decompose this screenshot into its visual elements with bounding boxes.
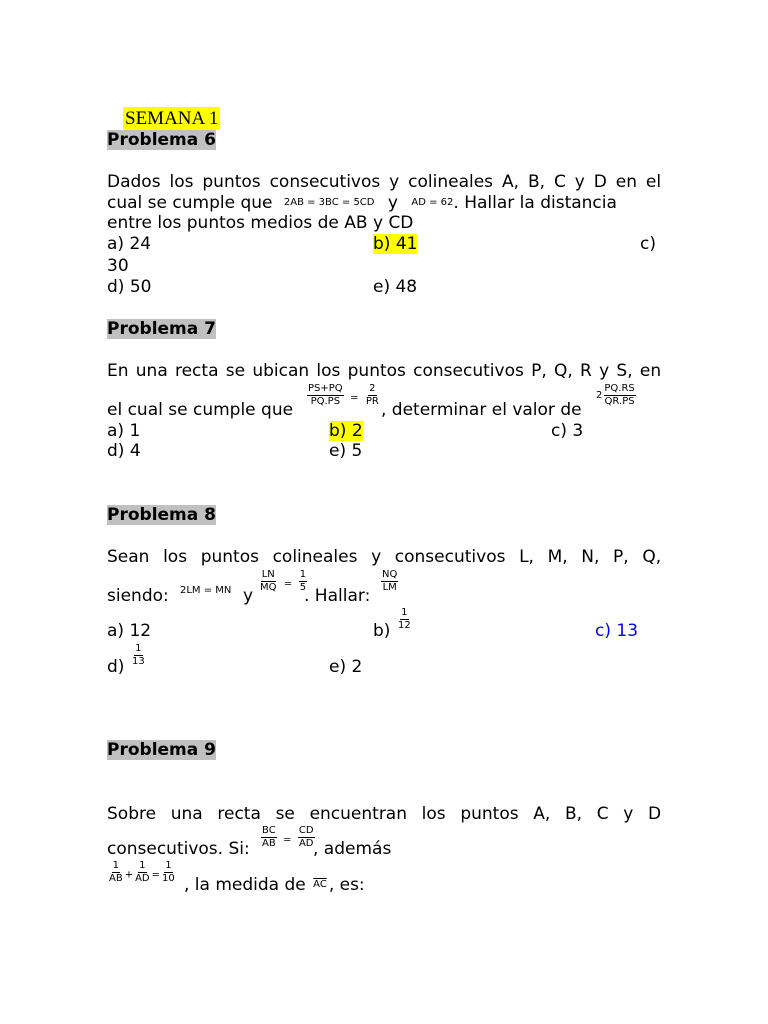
problem-9-line-2-text: consecutivos. Si: — [107, 839, 250, 859]
problem-6-line-1: Dados los puntos consecutivos y colineales A, B, C y D en el — [107, 172, 662, 192]
problem-8-option-b: b) — [373, 621, 391, 641]
equation-2ab-3bc-5cd: 2AB = 3BC = 5CD — [283, 197, 375, 208]
problem-8-title: Problema 8 — [107, 505, 216, 525]
problem-8-hallar: . Hallar: — [304, 586, 371, 606]
problem-9-reciprocal-equation: $\frac{1}{AB}$ + $\frac{1}{AD}$ = $\frac{1}{10}$ — [109, 860, 175, 884]
problem-7-line-2-text: el cual se cumple que — [107, 400, 294, 420]
problem-6-option-d: d) 50 — [107, 277, 152, 297]
problem-8-option-b-fraction: $\frac{1}{12}$ — [398, 607, 411, 631]
problem-8-option-a: a) 12 — [107, 621, 152, 641]
problem-7-line-1: En una recta se ubican los puntos consecutivos P, Q, R y S, en — [107, 361, 662, 381]
problem-6-option-c-value: 30 — [107, 256, 129, 276]
problem-7-option-d: d) 4 — [107, 441, 141, 461]
problem-7-fraction-equation: $\frac{PS+PQ}{PQ.PS}$ = $\frac{2}{PR}$ — [308, 383, 379, 407]
problem-8-line-1: Sean los puntos colineales y consecutivos L, M, N, P, Q, — [107, 547, 662, 567]
problem-8-fraction-equation: $\frac{LN}{MQ}$ = $\frac{1}{5}$ — [260, 569, 307, 593]
problem-7-target-expression: 2 $\frac{PQ.RS}{QR.PS}$ — [596, 383, 635, 407]
problem-8-y: y — [243, 586, 254, 606]
problem-6-title: Problema 6 — [107, 130, 216, 150]
problem-8-option-d-fraction: $\frac{1}{13}$ — [132, 643, 145, 667]
problem-8-option-c: c) 13 — [595, 621, 639, 641]
problem-7-option-c: c) 3 — [551, 421, 584, 441]
problem-9-title: Problema 9 — [107, 740, 216, 760]
segment-ac: $\overline{AC}$ — [313, 879, 327, 890]
problem-7-line-2-post: , determinar el valor de — [381, 400, 582, 420]
problem-9-line-3: , la medida de $\overline{AC}$ , es: — [184, 875, 365, 895]
problem-9-ademas: , además — [313, 839, 392, 859]
problem-8-target-fraction: $\frac{NQ}{LM}$ — [382, 569, 398, 593]
problem-6-option-c: c) — [640, 234, 656, 254]
week-label: SEMANA 1 — [125, 108, 219, 129]
problem-7-title: Problema 7 — [107, 319, 216, 339]
problem-6-option-e: e) 48 — [373, 277, 418, 297]
problem-8-option-d: d) — [107, 657, 125, 677]
problem-6-option-a: a) 24 — [107, 234, 152, 254]
problem-9-line-1: Sobre una recta se encuentran los puntos A, B, C y D — [107, 804, 662, 824]
problem-7-option-e: e) 5 — [329, 441, 363, 461]
equation-2lm-mn: 2LM = MN — [180, 585, 232, 596]
problem-8-option-e: e) 2 — [329, 657, 363, 677]
problem-7-option-a: a) 1 — [107, 421, 141, 441]
problem-6-option-b: b) 41 — [373, 234, 418, 254]
equation-ad-62: AD = 62 — [411, 197, 454, 208]
problem-8-siendo: siendo: — [107, 586, 169, 606]
problem-9-fraction-equation: $\frac{BC}{AB}$ = $\frac{CD}{AD}$ — [262, 825, 314, 849]
problem-6-line-2: cual se cumple que 2AB = 3BC = 5CD y AD = 62. Hallar la distancia — [107, 193, 617, 213]
problem-7-option-b: b) 2 — [329, 421, 363, 441]
problem-6-line-3: entre los puntos medios de AB y CD — [107, 213, 414, 233]
